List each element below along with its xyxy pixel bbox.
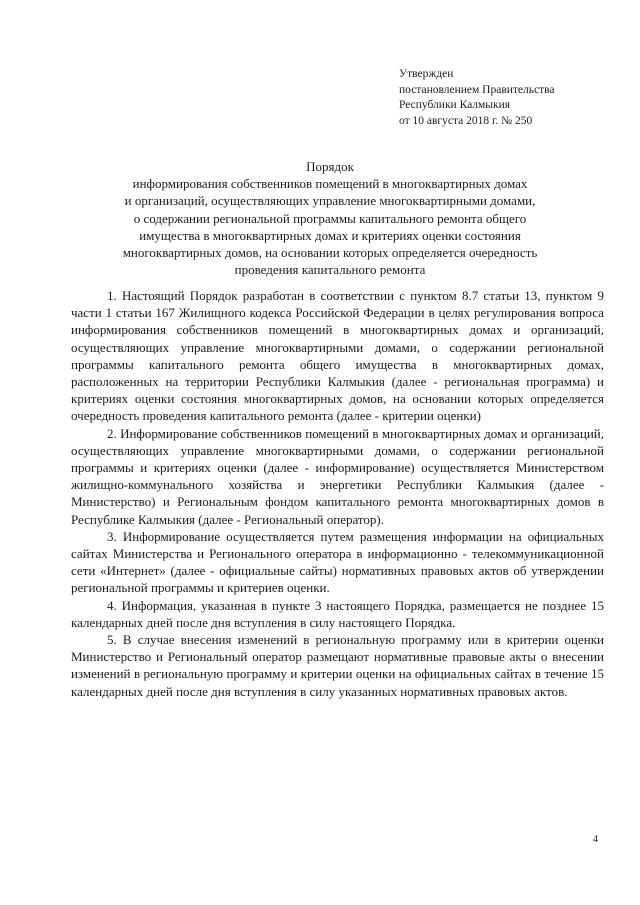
title-line: проведения капитального ремонта bbox=[234, 262, 426, 278]
approval-line: постановлением Правительства bbox=[399, 83, 555, 96]
approval-stamp bbox=[399, 67, 619, 129]
document-body bbox=[71, 287, 604, 700]
paragraph-3: 3. Информирование осуществляется путем размещения информации на официальных сайтах Министерства и Регионального оператора в информационно - телекоммуникационной сети «Интернет» (далее - официальные сайты) нормативных правовых актов об утверждении региональной программы и критериев оценки. bbox=[71, 528, 604, 596]
approval-date-line: от 10 августа 2018 г. № 250 bbox=[399, 114, 533, 127]
paragraph-5: 5. В случае внесения изменений в региональную программу или в критерии оценки Министерство и Региональный оператор размещают нормативные правовые акты о внесении изменений в региональную программу и критерии оценки на официальных сайтах в течение 15 календарных дней после дня вступления в силу указанных нормативных правовых актов. bbox=[71, 632, 604, 699]
paragraph-4: 4. Информация, указанная в пункте 3 настоящего Порядка, размещается не позднее 15 календарных дней после дня вступления в силу настоящего Порядка. bbox=[71, 597, 604, 630]
approval-line: Республики Калмыкия bbox=[399, 99, 511, 111]
title-line: многоквартирных домов, на основании которых определяется очередность bbox=[122, 245, 538, 261]
title-line: и организаций, осуществляющих управление многоквартирными домами, bbox=[124, 193, 536, 209]
paragraph-1: 1. Настоящий Порядок разработан в соответствии с пунктом 8.7 статьи 13, пунктом 9 части 1 статьи 167 Жилищного кодекса Российской Федерации в целях регулирования вопроса информирования собственников помещений в многоквартирных домах и организаций, осуществляющих управление многоквартирными домами, о содержании региональной программы капитального ремонта общего имущества в многоквартирных домах, расположенных на территории Республики Калмыкия (далее - региональная программа) и критериях оценки состояния многоквартирных домов, на основании которых определяется очередность проведения капитального ремонта (далее - критерии оценки) bbox=[71, 288, 604, 424]
page-number: 4 bbox=[593, 834, 598, 845]
title-line: о содержании региональной программы капитального ремонта общего bbox=[133, 210, 527, 226]
document-title bbox=[60, 158, 600, 278]
title-line: информирования собственников помещений в многоквартирных домах bbox=[132, 176, 528, 192]
title-heading: Порядок bbox=[306, 159, 354, 174]
approval-line: Утвержден bbox=[399, 68, 454, 80]
title-line: имущества в многоквартирных домах и критериях оценки состояния bbox=[139, 227, 521, 243]
paragraph-2: 2. Информирование собственников помещений в многоквартирных домах и организаций, осуществляющих управление многоквартирными домами, о содержании региональной программы и критериях оценки (далее - информирование) осуществляется Министерством жилищно-коммунального хозяйства и энергетики Республики Калмыкия (далее - Министерство) и Региональным фондом капитального ремонта многоквартирных домов в Республике Калмыкия (далее - Региональный оператор). bbox=[71, 425, 604, 527]
